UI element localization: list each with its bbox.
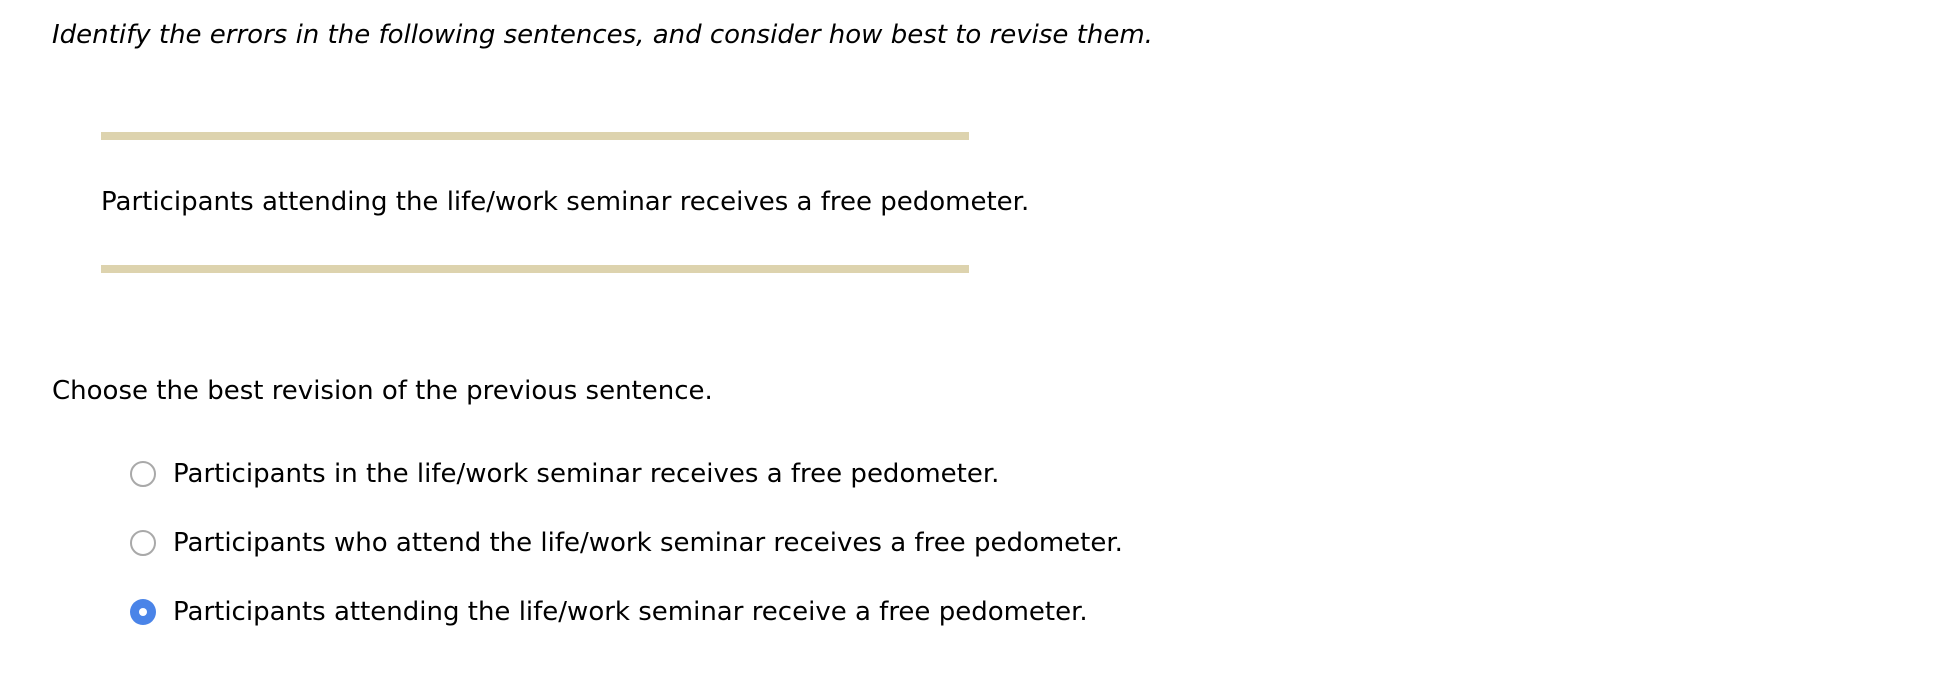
- answer-option-2[interactable]: [130, 525, 1123, 561]
- passage-bottom-rule: [101, 265, 969, 273]
- passage-box: [101, 132, 1030, 273]
- answer-option-1[interactable]: [130, 456, 1123, 492]
- option-3-label[interactable]: Participants attending the life/work seminar receive a free pedometer.: [173, 597, 1088, 627]
- passage-top-rule: [101, 132, 969, 140]
- question-prompt: Choose the best revision of the previous sentence.: [52, 376, 713, 406]
- option-2-label[interactable]: Participants who attend the life/work seminar receives a free pedometer.: [173, 528, 1123, 558]
- radio-button-option-2[interactable]: [130, 530, 156, 556]
- answer-option-3[interactable]: [130, 594, 1123, 630]
- answer-options: [130, 456, 1123, 663]
- radio-button-option-3[interactable]: [130, 599, 156, 625]
- instructions-text: Identify the errors in the following sentences, and consider how best to revise them.: [52, 20, 1153, 50]
- radio-button-option-1[interactable]: [130, 461, 156, 487]
- option-1-label[interactable]: Participants in the life/work seminar receives a free pedometer.: [173, 459, 1000, 489]
- passage-sentence: Participants attending the life/work seminar receives a free pedometer.: [101, 187, 1030, 217]
